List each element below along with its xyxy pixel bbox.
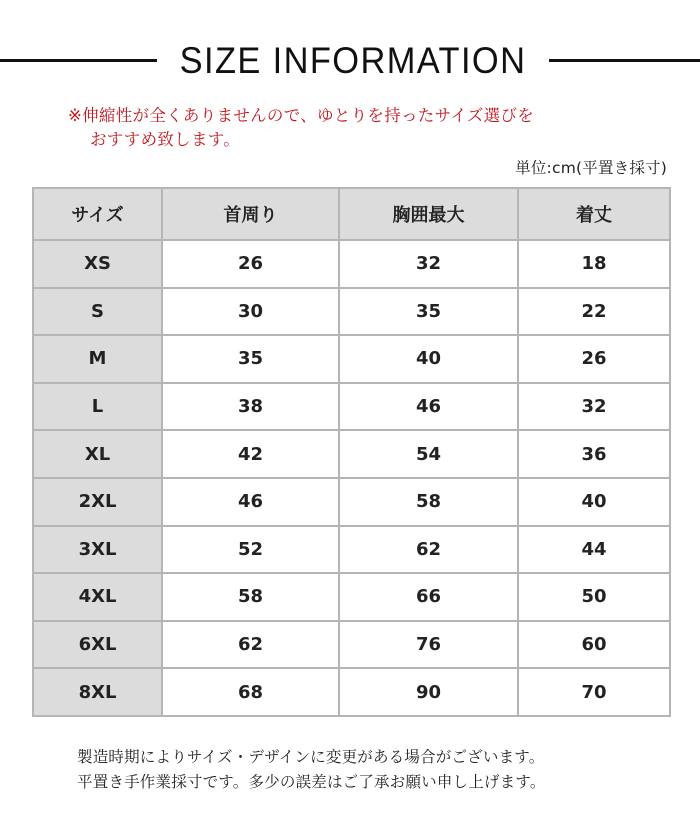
chest-cell: 54 <box>339 430 518 478</box>
header-neck: 首周り <box>162 188 339 240</box>
size-cell: 8XL <box>33 668 162 716</box>
table-row <box>33 335 670 383</box>
unit-label: 単位:cm(平置き採寸) <box>515 159 667 177</box>
length-cell: 40 <box>518 478 670 526</box>
length-cell: 60 <box>518 621 670 669</box>
notice-line-1: ※伸縮性が全くありませんので、ゆとりを持ったサイズ選びを <box>68 106 535 125</box>
title-divider-right <box>549 59 700 62</box>
length-cell: 32 <box>518 383 670 431</box>
length-cell: 70 <box>518 668 670 716</box>
table-row <box>33 288 670 336</box>
footer-line-1: 製造時期によりサイズ・デザインに変更がある場合がございます。 <box>77 748 545 766</box>
table-row <box>33 573 670 621</box>
chest-cell: 40 <box>339 335 518 383</box>
neck-cell: 68 <box>162 668 339 716</box>
size-cell: XS <box>33 240 162 288</box>
table-row <box>33 383 670 431</box>
chest-cell: 76 <box>339 621 518 669</box>
size-cell: 2XL <box>33 478 162 526</box>
size-cell: M <box>33 335 162 383</box>
table-row <box>33 478 670 526</box>
table-row <box>33 526 670 574</box>
neck-cell: 46 <box>162 478 339 526</box>
stretch-notice <box>68 104 668 152</box>
chest-cell: 32 <box>339 240 518 288</box>
size-cell: 3XL <box>33 526 162 574</box>
table-row <box>33 668 670 716</box>
title-divider-left <box>0 59 157 62</box>
neck-cell: 38 <box>162 383 339 431</box>
chest-cell: 66 <box>339 573 518 621</box>
size-cell: L <box>33 383 162 431</box>
chest-cell: 46 <box>339 383 518 431</box>
neck-cell: 62 <box>162 621 339 669</box>
footer-notes <box>77 745 546 795</box>
neck-cell: 35 <box>162 335 339 383</box>
length-cell: 18 <box>518 240 670 288</box>
neck-cell: 52 <box>162 526 339 574</box>
header-chest: 胸囲最大 <box>339 188 518 240</box>
header-length: 着丈 <box>518 188 670 240</box>
length-cell: 44 <box>518 526 670 574</box>
length-cell: 26 <box>518 335 670 383</box>
length-cell: 22 <box>518 288 670 336</box>
length-cell: 50 <box>518 573 670 621</box>
table-row <box>33 240 670 288</box>
table-row <box>33 621 670 669</box>
neck-cell: 42 <box>162 430 339 478</box>
chest-cell: 62 <box>339 526 518 574</box>
header-size: サイズ <box>33 188 162 240</box>
size-table <box>32 187 671 717</box>
size-cell: XL <box>33 430 162 478</box>
page-title: SIZE INFORMATION <box>179 40 527 81</box>
neck-cell: 30 <box>162 288 339 336</box>
chest-cell: 35 <box>339 288 518 336</box>
size-cell: S <box>33 288 162 336</box>
notice-line-2: おすすめ致します。 <box>90 130 241 149</box>
neck-cell: 58 <box>162 573 339 621</box>
footer-line-2: 平置き手作業採寸です。多少の誤差はご了承お願い申し上げます。 <box>77 773 546 791</box>
length-cell: 36 <box>518 430 670 478</box>
table-row <box>33 430 670 478</box>
table-header-row <box>33 188 670 240</box>
size-cell: 6XL <box>33 621 162 669</box>
size-cell: 4XL <box>33 573 162 621</box>
neck-cell: 26 <box>162 240 339 288</box>
section-title <box>0 36 700 86</box>
chest-cell: 58 <box>339 478 518 526</box>
chest-cell: 90 <box>339 668 518 716</box>
